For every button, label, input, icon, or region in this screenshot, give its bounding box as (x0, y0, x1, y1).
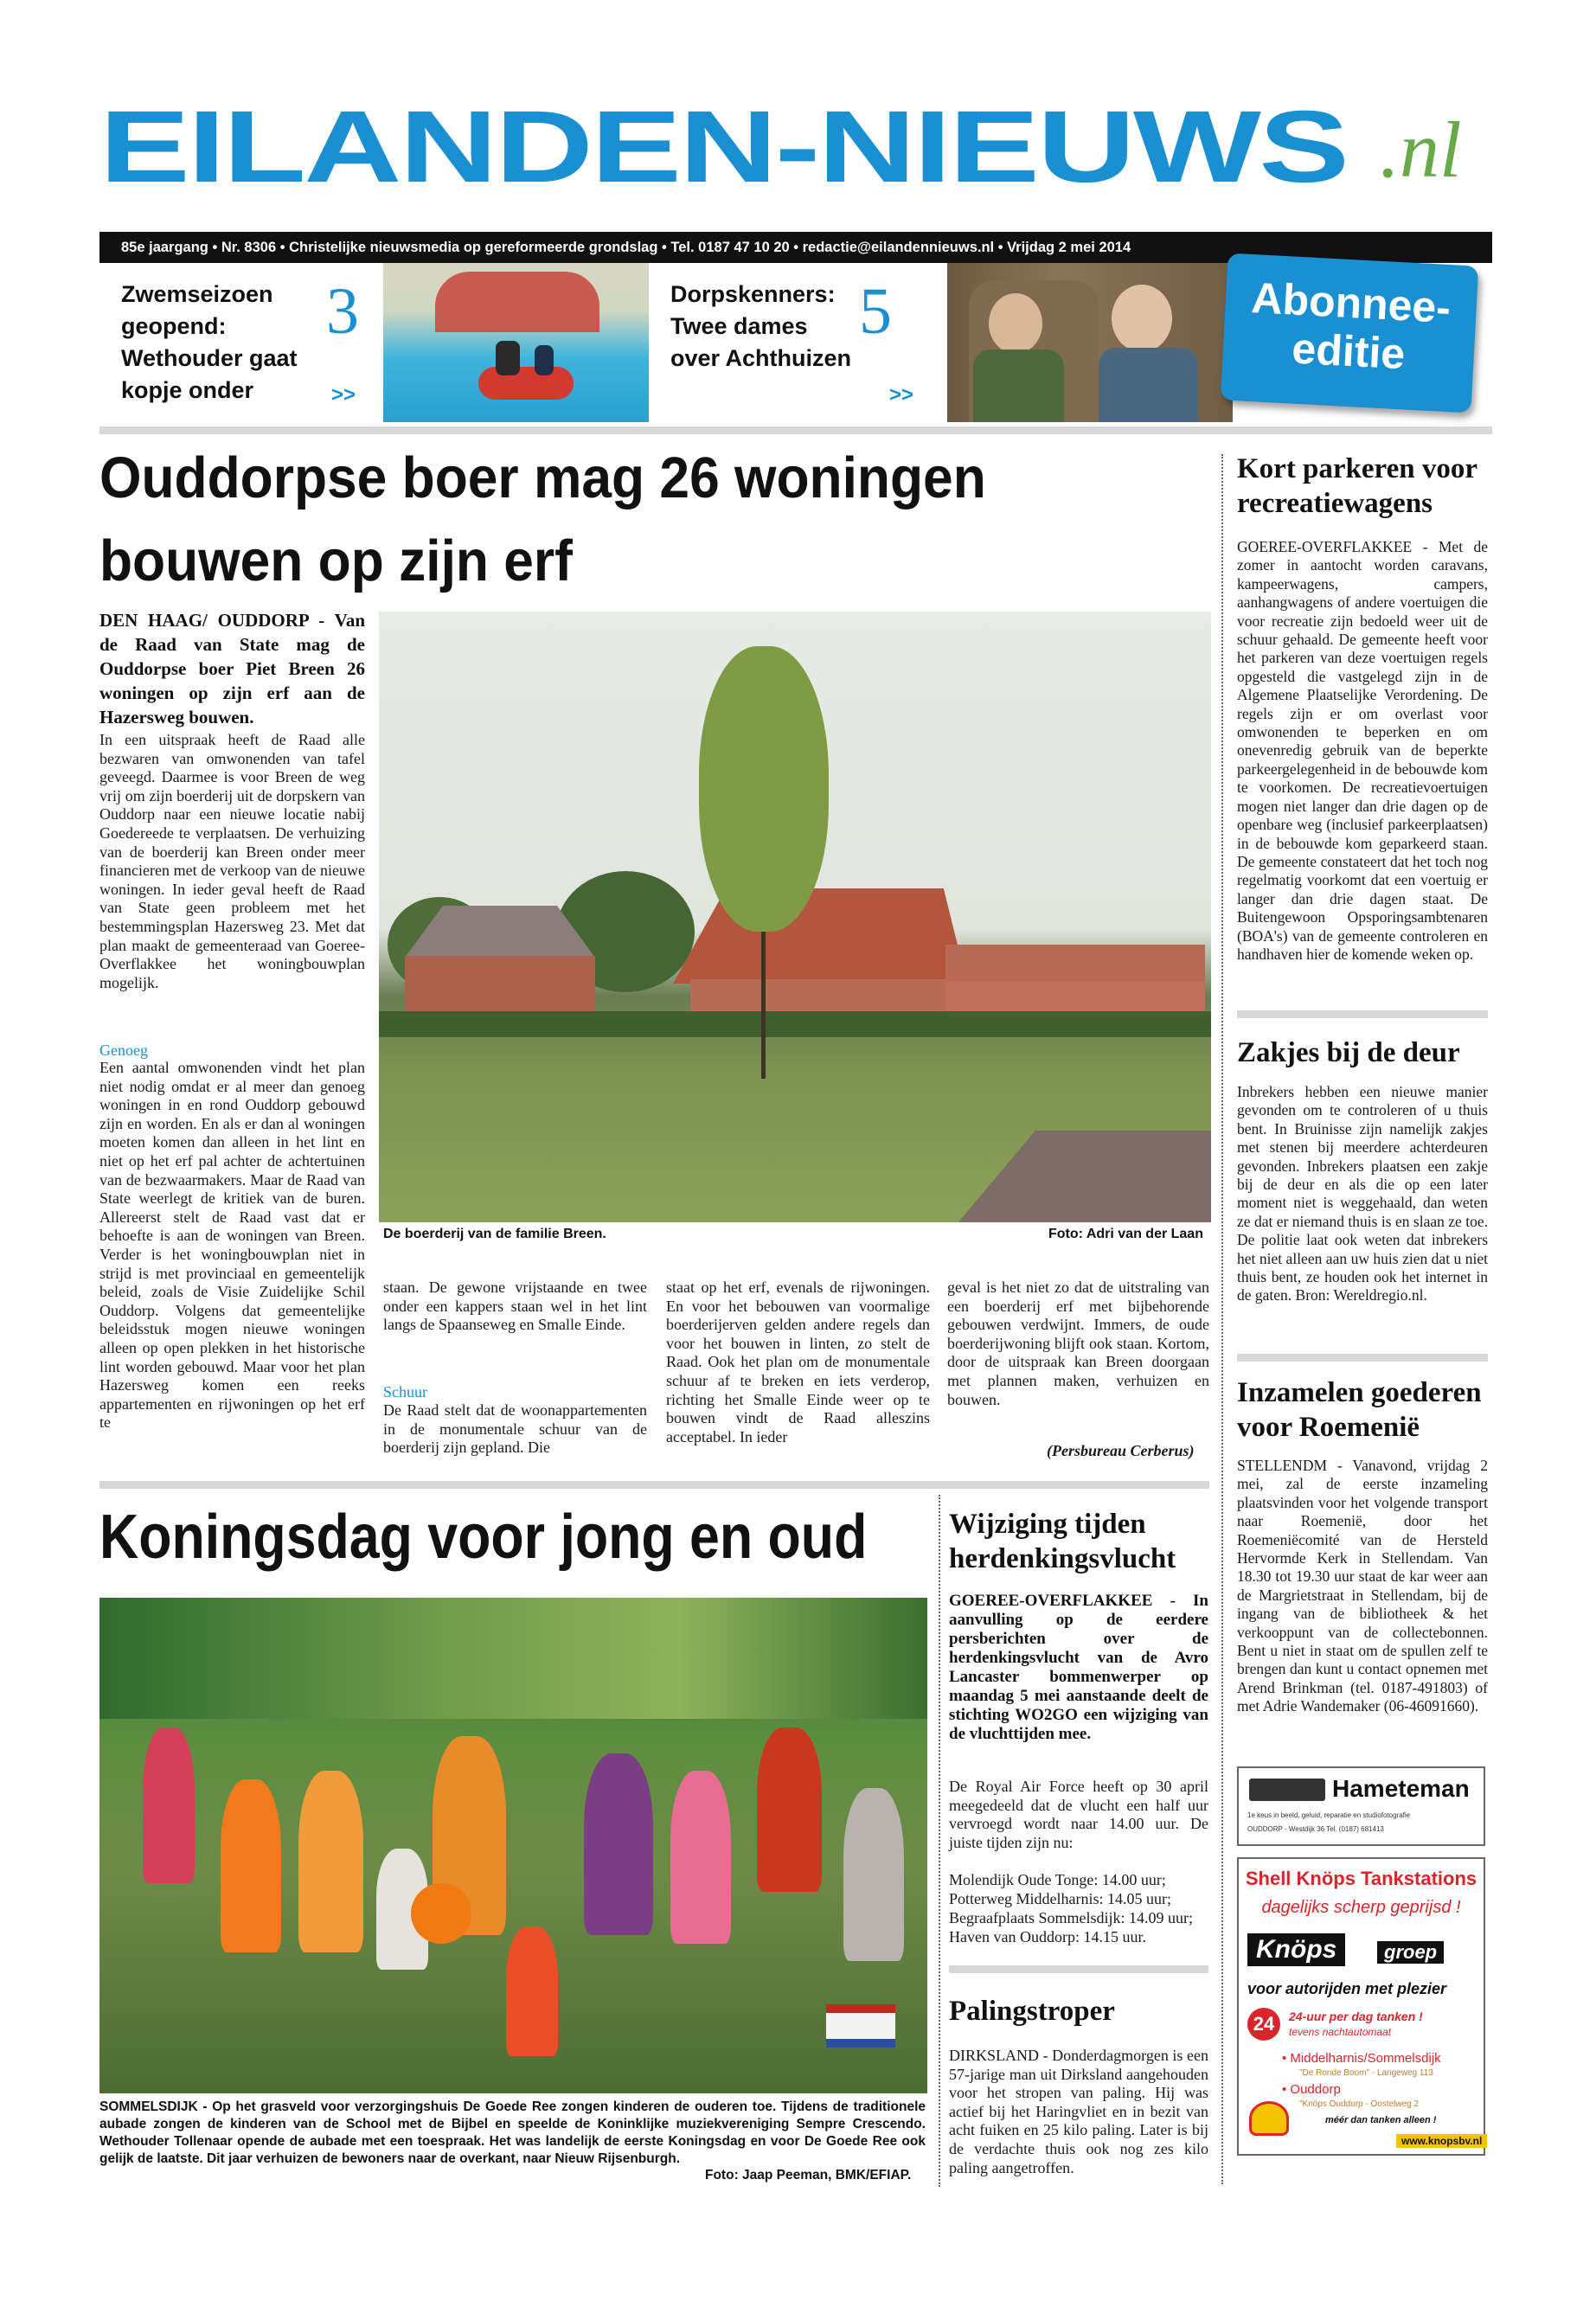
hameteman-logo: Hameteman (1332, 1775, 1470, 1802)
main-headline-line-1: Ouddorpse boer mag 26 woningen (99, 445, 986, 510)
kort-headline: Kort parkeren voor recreatiewagens (1237, 453, 1477, 519)
teaser-1-line: Zwemseizoen (121, 281, 273, 307)
koningsdag-caption: SOMMELSDIJK - Op het grasveld voor verzorgingshuis De Goede Ree zongen kinderen de ouderen toe. Tijdens de traditionele aubade zongen de kinderen van de School met de Bijbel en speelde de Koninklijke muziekvereniging Sempre Crescendo. Wethouder Tollenaar opende de aubade met een toespraak. Het was landelijk de eerste Koningsdag en voor De Goede Ree ook gelijk de laatste. Dit jaar verhuizen de bewoners naar de overkant, naar Nieuw Rijsenburgh. (99, 2099, 926, 2166)
teaser-1-line: Wethouder gaat (121, 345, 298, 371)
paling-headline: Palingstroper (949, 1996, 1115, 2027)
teaser-2-line: Twee dames (670, 313, 808, 339)
wijziging-para: De Royal Air Force heeft op 30 april meegedeeld dat de vlucht een half uur vervroegd wordt naar 14.00 uur. De juiste tijden zijn nu: (949, 1778, 1208, 1851)
hameteman-address: OUDDORP - Westdijk 36 Tel. (0187) 681413 (1247, 1825, 1384, 1833)
koningsdag-photo[interactable] (99, 1598, 927, 2093)
badge-line-2: editie (1291, 324, 1407, 379)
knops-more: méér dan tanken alleen ! (1325, 2115, 1437, 2125)
main-col1-subhead: Genoeg (99, 1042, 148, 1059)
ad-knops[interactable] (1237, 1857, 1485, 2156)
knops-url[interactable]: www.knopsbv.nl (1396, 2134, 1487, 2148)
wijziging-lead: GOEREE-OVERFLAKKEE - In aanvulling op de eerdere persberichten over de herdenkingsvlucht van de Avro Lancaster bommenwerper op maandag 5 mei aanstaande deelt de stichting WO2GO een wijziging van de vluchttijden mee. (949, 1592, 1208, 1743)
knops-subtitle: dagelijks scherp geprijsd ! (1261, 1898, 1461, 1917)
main-col3-para1: staat op het erf, evenals de rijwoningen. En voor het bebouwen van voormalige boerderijerven gelden andere regels dan voor het bouwen in linten, zo stelt de Raad. Ook het plan om de monumentale schuur af te breken en iets verderop, richting het Smalle Einde weer op te bouwen vindt de Raad alleszins acceptabel. In ieder (666, 1279, 930, 1445)
knops-loc2: • Ouddorp (1282, 2082, 1341, 2097)
paling-body: DIRKSLAND - Donderdagmorgen is een 57-jarige man uit Dirksland aangehouden voor het stropen van paling. Hij was actief bij het Haringvliet en in bezit van acht fuiken en 25 kilo paling. Later is bij de verdachte thuis ook nog zes kilo paling aangetroffen. (949, 2047, 1208, 2176)
divider (949, 1965, 1208, 1973)
masthead-title: EILANDEN-NIEUWS (99, 90, 1348, 204)
farm-photo-credit: Foto: Adri van der Laan (1048, 1227, 1203, 1241)
knops-24h-text: 24-uur per dag tanken ! (1289, 2009, 1423, 2023)
main-col4-para1: geval is het niet zo dat de uitstraling van een boerderij erf met bijbehorende gebouwen verdwijnt. Immers, de oude boerderijwoning blijft ook staan. Kortom, door de uitspraak kan Breen doorgaan met plannen maken, verhuizen en bouwen. (947, 1279, 1209, 1408)
teaser-1-arrow-icon[interactable]: >> (331, 383, 356, 407)
abonnee-editie-badge (1221, 253, 1478, 413)
main-lead: DEN HAAG/ OUDDORP - Van de Raad van State mag de Ouddorpse boer Piet Breen 26 woningen op zijn erf aan de Hazersweg bouwen. (99, 610, 365, 727)
badge-line-1: Abonnee- (1250, 273, 1452, 333)
teaser-2-arrow-icon[interactable]: >> (889, 383, 914, 407)
main-col2-para1: staan. De gewone vrijstaande en twee onder een kappers staan wel in het lint langs de Spaanseweg en Smalle Einde. (383, 1279, 647, 1334)
knops-brand-group: groep (1377, 1941, 1444, 1964)
divider (99, 1481, 1209, 1489)
main-col1-para1: In een uitspraak heeft de Raad alle bezwaren van omwonenden van tafel geveegd. Daarmee is voor Breen de weg vrij om zijn boerderij uit de dorpskern van Ouddorp naar een nieuwe locatie nabij Goedereede te verplaatsen. De verhuizing van de boerderij kan Breen onder meer financieren met de verkoop van de nieuwe woningen. In ieder geval heeft de Raad van State geen probleem met het bestemmingsplan Hazersweg 23. Met dat plan maakt de gemeenteraad van Goeree-Overflakkee het woningbouwplan mogelijk. (99, 731, 365, 991)
main-col1-para2: Een aantal omwonenden vindt het plan niet nodig omdat er al meer dan genoeg woningen in en rond Ouddorp gebouwd zijn en worden. En als er dan al woningen moeten komen dan alleen in het lint en niet op het erf pal achter de achtertuinen van de bezwaarmakers. Maar de Raad van State weerlegt de kritiek van de buren. Allereerst stelt de Raad vast dat er behoefte is aan de woningen van Breen. Verder is het woningbouwplan niet in strijd is met provinciaal en gemeentelijk beleid, zoals de Visie Zuidelijke Schil Ouddorp. Volgens dat gemeentelijke beleidsstuk mogen nieuwe woningen alleen op open plekken in het historische lint worden gebouwd. Maar voor het plan Hazersweg komen een reeks appartementen en rijwoningen op het erf te (99, 1059, 365, 1432)
knops-24h-sub: tevens nachtautomaat (1289, 2026, 1392, 2038)
koningsdag-photo-credit: Foto: Jaap Peeman, BMK/EFIAP. (705, 2168, 912, 2182)
masthead (99, 87, 1509, 208)
masthead-tld: .nl (1380, 106, 1462, 194)
main-col2-subhead: Schuur (383, 1383, 427, 1400)
kort-body: GOEREE-OVERFLAKKEE - Met de zomer in aantocht worden caravans, kampeerwagens, campers, aanhangwagens of andere voertuigen die voor recreatie zijn bedoeld weer uit de schuur gehaald. De gemeente heeft voor het parkeren van deze voertuigen regels opgesteld die vastgelegd zijn in de Algemene Plaatselijke Verordening. De regels zijn er om overlast voor omwonenden te beperken en om onevenredig gebruik van de beperkte parkeergelegenheid in de bebouwde kom te voorkomen. De recreatievoertuigen mogen niet langer dan drie dagen op de openbare weg (inclusief parkeerplaatsen) in de bebouwde kom geparkeerd staan. De gemeente constateert dat het toch nog regelmatig voorkomt dat een voertuig er langer dan drie dagen staat. De Buitengewoon Opsporingsambtenaren (BOA's) van de gemeente controleren en handhaven hier de komende weken op. (1237, 538, 1488, 963)
divider (1237, 1010, 1488, 1018)
inzamelen-body: STELLENDM - Vanavond, vrijdag 2 mei, zal de eerste inzameling plaatsvinden voor het volgende transport naar Roemenië, door het Roemeniëcomité van de Hersteld Hervormde Kerk in Stellendam. Van 18.30 tot 19.30 uur staat de kar weer aan de Margrietstraat in Stellendam, bij de ingang van de bibliotheek & het verkooppunt van de collectebonnen. Bent u niet in staat om de spullen zelf te brengen dan kunt u contact opnemen met Arend Brinkman (tel. 0187-491803) of met Adrie Wandemaker (06-46091660). (1237, 1457, 1488, 1715)
teaser-2-photo[interactable] (947, 263, 1233, 422)
teaser-1-line: geopend: (121, 313, 227, 339)
main-headline-line-2: bouwen op zijn erf (99, 529, 573, 593)
ad-hameteman[interactable] (1237, 1766, 1485, 1846)
teaser-2-page-number: 5 (859, 275, 892, 348)
shell-logo-icon (1249, 2101, 1289, 2136)
wijziging-time: Molendijk Oude Tonge: 14.00 uur; (949, 1871, 1166, 1888)
knops-24h-badge: 24 (1247, 2008, 1280, 2041)
farm-photo-caption: De boerderij van de familie Breen. (383, 1227, 606, 1241)
column-separator (1221, 454, 1223, 2184)
wijziging-time: Begraafplaats Sommelsdijk: 14.09 uur; (949, 1909, 1193, 1926)
main-col2-para2: De Raad stelt dat de woonappartementen in de monumentale schuur van de boerderij zijn gepland. Die (383, 1401, 647, 1457)
main-credit: (Persbureau Cerberus) (1047, 1442, 1195, 1459)
zakjes-headline: Zakjes bij de deur (1237, 1037, 1460, 1068)
divider (1237, 1354, 1488, 1362)
teaser-1-line: kopje onder (121, 377, 254, 403)
knops-title: Shell Knöps Tankstations (1245, 1868, 1477, 1889)
hameteman-tagline: 1e keus in beeld, geluid, reparatie en studiofotografie (1247, 1811, 1411, 1819)
wijziging-headline: Wijziging tijden herdenkingsvlucht (949, 1509, 1176, 1574)
teaser-1-photo[interactable] (383, 263, 649, 422)
column-separator (939, 1495, 940, 2187)
camera-icon (1249, 1779, 1325, 1801)
info-bar: 85e jaargang • Nr. 8306 • Christelijke nieuwsmedia op gereformeerde grondslag • Tel. 0187 47 10 20 • redactie@eilandennieuws.nl • Vrijdag 2 mei 2014 (99, 232, 1492, 263)
divider (99, 426, 1492, 434)
knops-loc2-sub: "Knöps Ouddorp - Oostelweg 2 (1299, 2099, 1420, 2109)
teaser-1-page-number: 3 (326, 275, 359, 348)
knops-brand: Knöps (1247, 1933, 1345, 1966)
knops-loc1: • Middelharnis/Sommelsdijk (1282, 2051, 1441, 2066)
inzamelen-headline: Inzamelen goederen voor Roemenië (1237, 1377, 1482, 1443)
wijziging-time: Potterweg Middelharnis: 14.05 uur; (949, 1890, 1171, 1907)
teaser-2-line: Dorpskenners: (670, 281, 836, 307)
teaser-2-line: over Achthuizen (670, 345, 852, 371)
farm-photo[interactable] (379, 612, 1211, 1222)
knops-slogan: voor autorijden met plezier (1247, 1980, 1447, 1997)
wijziging-time: Haven van Ouddorp: 14.15 uur. (949, 1928, 1146, 1945)
zakjes-body: Inbrekers hebben een nieuwe manier gevonden om te controleren of u thuis bent. In Bruinisse zijn namelijk zakjes met stenen bij meerdere achterdeuren gevonden. Inbrekers plaatsen een zakje bij de deur en als die op een later moment niet is weggehaald, dan weten ze dat er niemand thuis is en slaan ze toe. De politie laat ook weten dat inbrekers het niet alleen aan uw huis zien dat u niet thuis bent, ze houden ook het internet in de gaten. Bron: Wereldregio.nl. (1237, 1083, 1488, 1304)
knops-loc1-sub: "De Ronde Boom" - Langeweg 113 (1299, 2068, 1433, 2078)
koningsdag-headline: Koningsdag voor jong en oud (99, 1503, 868, 1572)
